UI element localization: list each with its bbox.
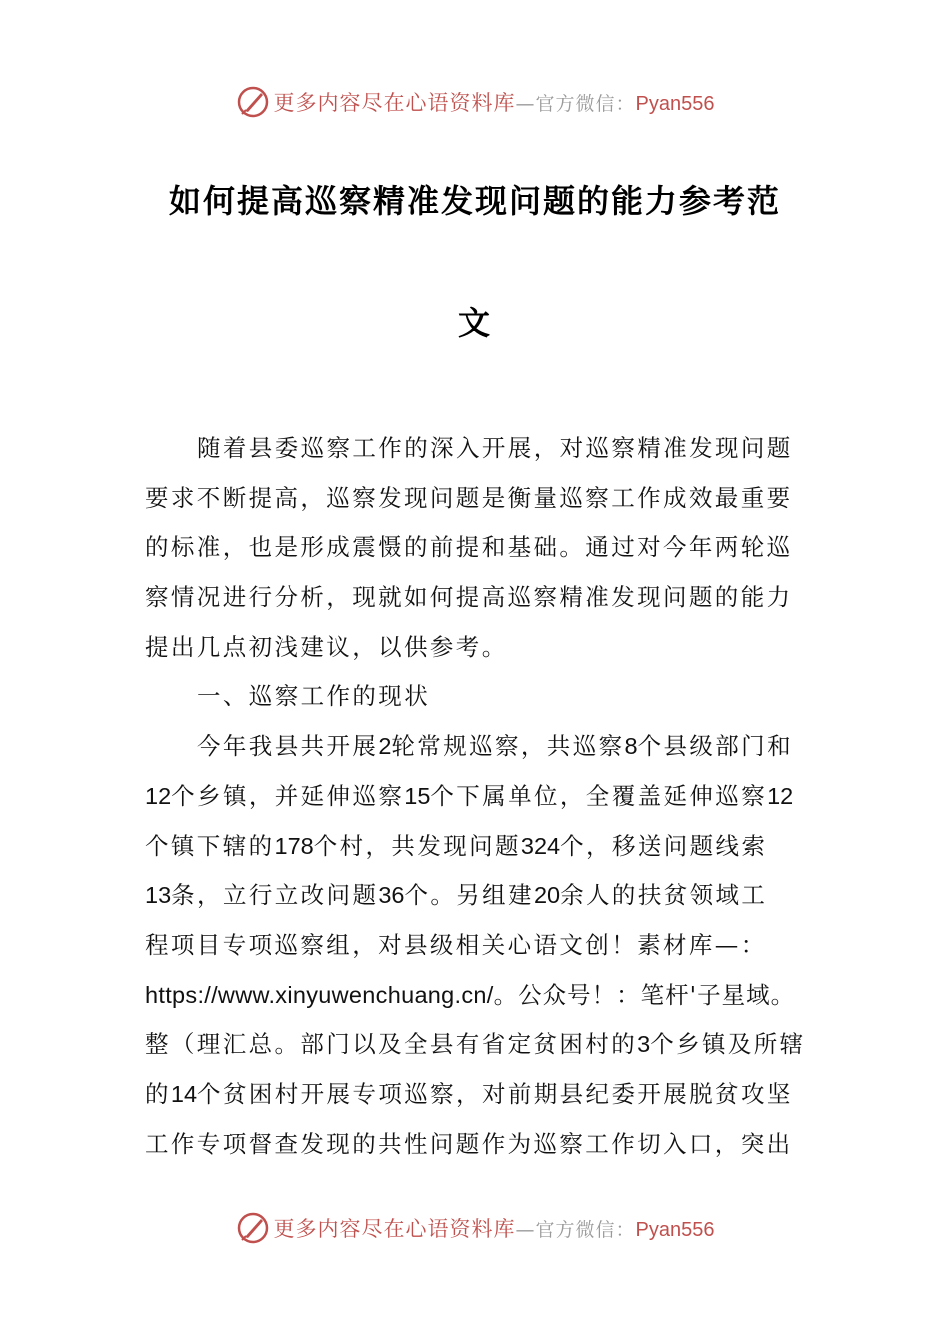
body-line: 的标准，也是形成震慑的前提和基础。通过对今年两轮巡	[145, 533, 793, 562]
section-heading: 一、巡察工作的现状	[197, 682, 431, 711]
body-line: 的14个贫困村开展专项巡察，对前期县纪委开展脱贫攻坚	[145, 1079, 793, 1108]
document-body	[145, 424, 810, 1169]
body-line: 13条，立行立改问题36个。另组建20余人的扶贫领域工	[145, 881, 768, 910]
body-line: 提出几点初浅建议，以供参考。	[145, 632, 508, 661]
document-title-line-2: 文	[457, 304, 492, 342]
footer-watermark	[0, 1208, 950, 1248]
body-line-url: https://www.xinyuwenchuang.cn/。公众号！：笔杆'子星域。	[145, 980, 796, 1009]
body-line: 12个乡镇，并延伸巡察15个下属单位，全覆盖延伸巡察12	[145, 781, 794, 810]
body-line: 个镇下辖的178个村，共发现问题324个，移送问题线索	[145, 831, 768, 860]
body-line: 今年我县共开展2轮常规巡察，共巡察8个县级部门和	[197, 732, 793, 761]
body-line: 程项目专项巡察组，对县级相关心语文创！素材库—：	[145, 930, 767, 959]
body-line: 工作专项督查发现的共性问题作为巡察工作切入口，突出	[145, 1129, 793, 1158]
document-title-line-1: 如何提高巡察精准发现问题的能力参考范	[168, 182, 781, 220]
header-watermark	[0, 82, 950, 122]
quill-pen-logo-icon	[236, 85, 270, 119]
watermark-text: 更多内容尽在心语资料库—官方微信：Pyan556	[273, 91, 715, 115]
url-text: https://www.xinyuwenchuang.cn/	[145, 981, 494, 1008]
body-line: 要求不断提高，巡察发现问题是衡量巡察工作成效最重要	[145, 483, 793, 512]
body-line: 随着县委巡察工作的深入开展，对巡察精准发现问题	[197, 434, 793, 462]
watermark-text: 更多内容尽在心语资料库—官方微信：Pyan556	[273, 1217, 715, 1241]
body-line: 察情况进行分析，现就如何提高巡察精准发现问题的能力	[145, 583, 793, 612]
quill-pen-logo-icon	[236, 1211, 270, 1245]
body-line: 整（理汇总。部门以及全县有省定贫困村的3个乡镇及所辖	[145, 1030, 806, 1059]
